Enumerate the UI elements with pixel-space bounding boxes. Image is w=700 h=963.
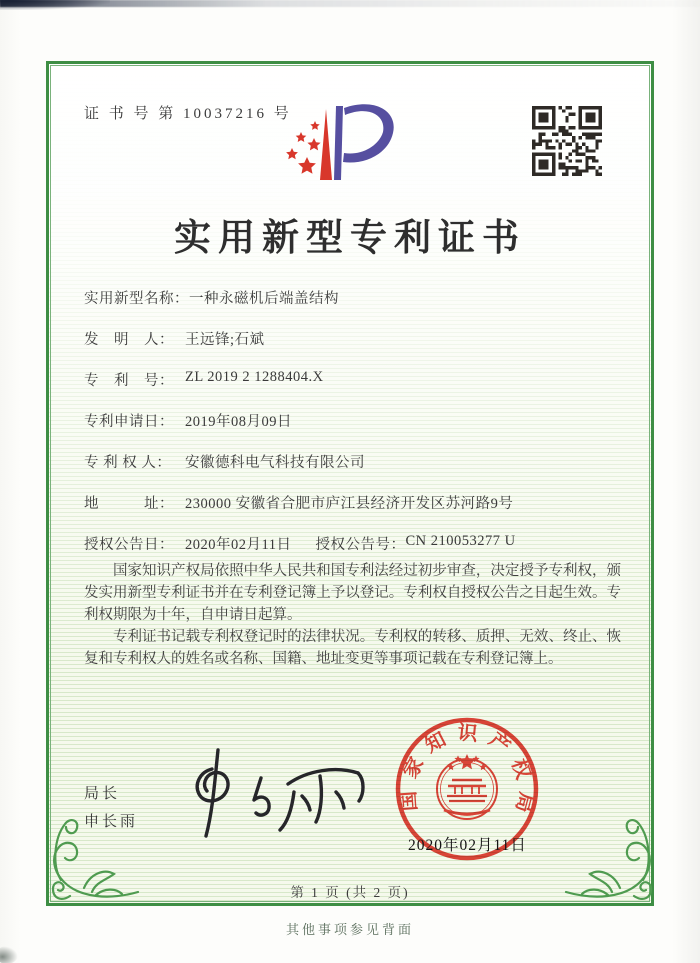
director-name: 申长雨 xyxy=(84,814,139,830)
field-label-grant-no: 授权公告号： xyxy=(315,537,406,553)
seal-date: 2020年02月11日 xyxy=(408,837,527,854)
field-value: 2019年08月09日 xyxy=(185,414,292,430)
back-side-note: 其他事项参见背面 xyxy=(285,922,414,937)
field-label: 专 利 号： xyxy=(84,373,174,389)
field-row-address xyxy=(84,492,624,533)
field-value: 王远锋;石斌 xyxy=(185,332,265,348)
certificate-title: 实用新型专利证书 xyxy=(174,218,526,259)
qr-code xyxy=(532,106,602,176)
field-label: 专利申请日： xyxy=(84,414,174,430)
director-title: 局长 xyxy=(84,786,121,802)
seal-text: 国家知识产权局 xyxy=(397,721,538,825)
field-value: 一种永磁机后端盖结构 xyxy=(189,291,339,307)
field-row-inventor xyxy=(84,328,624,369)
scan-smudge-artifact xyxy=(0,946,18,963)
legal-paragraph: 专利证书记载专利权登记时的法律状况。专利权的转移、质押、无效、终止、恢复和专利权人的姓名或名称、国籍、地址变更等事项记载在专利登记簿上。 xyxy=(84,629,621,667)
certificate-number: 证 书 号 第 10037216 号 xyxy=(84,106,292,122)
field-label: 专 利 权 人： xyxy=(84,455,172,471)
field-value: 2020年02月11日 xyxy=(185,537,292,553)
field-row-patentee xyxy=(84,451,624,492)
cnipa-logo-icon xyxy=(272,94,424,200)
field-value: 安徽德科电气科技有限公司 xyxy=(185,455,365,471)
field-value: 230000 安徽省合肥市庐江县经济开发区苏河路9号 xyxy=(185,496,514,512)
field-label: 实用新型名称： xyxy=(84,291,189,307)
legal-paragraph: 国家知识产权局依照中华人民共和国专利法经过初步审查，决定授予专利权，颁发实用新型专利证书并在专利登记簿上予以登记。专利权自授权公告之日起生效。专利权期限为十年，自申请日起算。 xyxy=(84,563,621,623)
field-row-filing-date xyxy=(84,410,624,451)
legal-text xyxy=(84,560,621,670)
field-label: 授权公告日： xyxy=(84,537,174,553)
field-list xyxy=(84,287,624,574)
page-number: 第 1 页 (共 2 页) xyxy=(290,885,410,900)
field-value: ZL 2019 2 1288404.X xyxy=(185,369,324,385)
field-row-patent-no xyxy=(84,369,624,410)
field-label: 发 明 人： xyxy=(84,332,174,348)
field-row-name xyxy=(84,287,624,328)
field-label: 地 址： xyxy=(84,496,174,512)
director-signature-icon xyxy=(168,744,378,844)
field-value-grant-no: CN 210053277 U xyxy=(405,533,516,549)
scan-corner-artifact xyxy=(0,0,110,10)
svg-text:国家知识产权局 xyxy=(396,721,539,825)
